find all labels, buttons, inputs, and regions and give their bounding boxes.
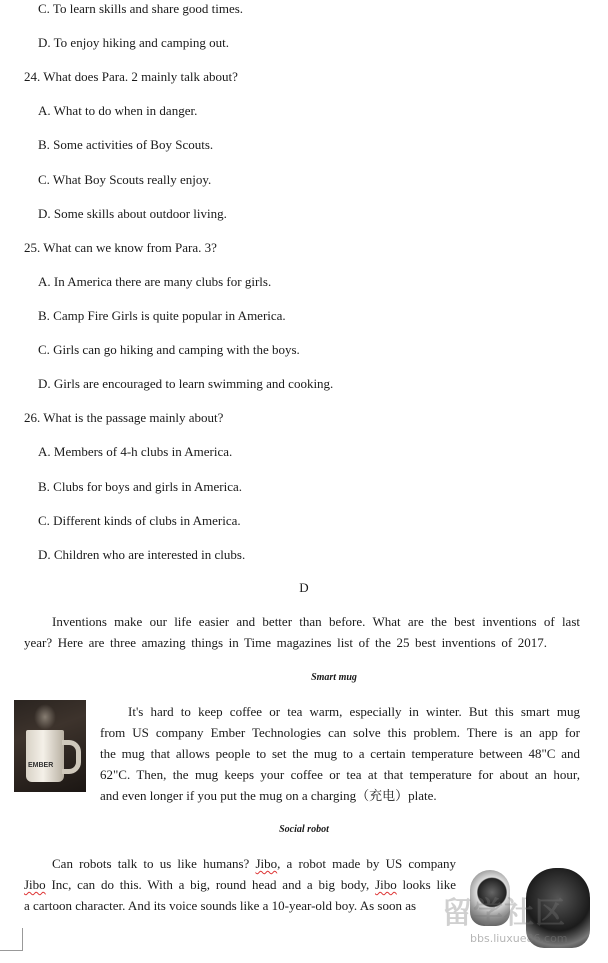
q26-option-a: A. Members of 4-h clubs in America. [38,444,233,459]
q26-option-d: D. Children who are interested in clubs. [38,547,246,562]
smart-mug-line-4: 62"C. Then, the mug keeps your coffee or tea at that temperature for about an hour, [100,767,580,782]
watermark-logo: 留学社区 [442,896,566,931]
intro-line-1: Inventions make our life easier and better than before. What are the best inventions of last [52,614,580,629]
section-letter: D [299,580,309,595]
q23-option-c: C. To learn skills and share good times. [38,1,244,16]
smart-mug-line-5: and even longer if you put the mug on a charging（充电）plate. [100,788,437,803]
mug-logo: EMBER [28,762,54,769]
smart-mug-line-1: It's hard to keep coffee or tea warm, especially in winter. But this smart mug [128,704,580,719]
q25-option-b: B. Camp Fire Girls is quite popular in America. [38,308,286,323]
social-robot-line-1: Can robots talk to us like humans? Jibo, a robot made by US company [52,856,457,871]
smart-mug-title: Smart mug [311,672,357,683]
watermark-url: bbs.liuxue86.com [470,932,568,945]
q25-option-c: C. Girls can go hiking and camping with the boys. [38,342,300,357]
intro-line-2: year? Here are three amazing things in Time magazines list of the 25 best inventions of 2017. [24,635,547,650]
q26-option-c: C. Different kinds of clubs in America. [38,513,241,528]
steam-graphic [34,704,56,730]
mug-body-graphic [26,730,64,782]
smart-mug-image [14,700,86,792]
page-corner-mark [0,928,23,951]
q26-option-b: B. Clubs for boys and girls in America. [38,479,243,494]
q24-option-a: A. What to do when in danger. [38,103,198,118]
q25-question: 25. What can we know from Para. 3? [24,240,217,255]
smart-mug-line-3: the mug that allows people to set the mug to a certain temperature between 48"C and [100,746,580,761]
q24-question: 24. What does Para. 2 mainly talk about? [24,69,238,84]
q25-option-d: D. Girls are encouraged to learn swimming and cooking. [38,376,334,391]
q24-option-c: C. What Boy Scouts really enjoy. [38,172,212,187]
q26-question: 26. What is the passage mainly about? [24,410,224,425]
q24-option-d: D. Some skills about outdoor living. [38,206,227,221]
smart-mug-line-2: from US company Ember Technologies can solve this problem. There is an app for [100,725,580,740]
social-robot-line-2: Jibo Inc, can do this. With a big, round head and a big body, Jibo looks like [24,877,456,892]
mug-handle-graphic [62,740,81,774]
social-robot-line-3: a cartoon character. And its voice sounds like a 10-year-old boy. As soon as [24,898,417,913]
q23-option-d: D. To enjoy hiking and camping out. [38,35,229,50]
q25-option-a: A. In America there are many clubs for girls. [38,274,272,289]
social-robot-title: Social robot [279,824,329,835]
q24-option-b: B. Some activities of Boy Scouts. [38,137,214,152]
